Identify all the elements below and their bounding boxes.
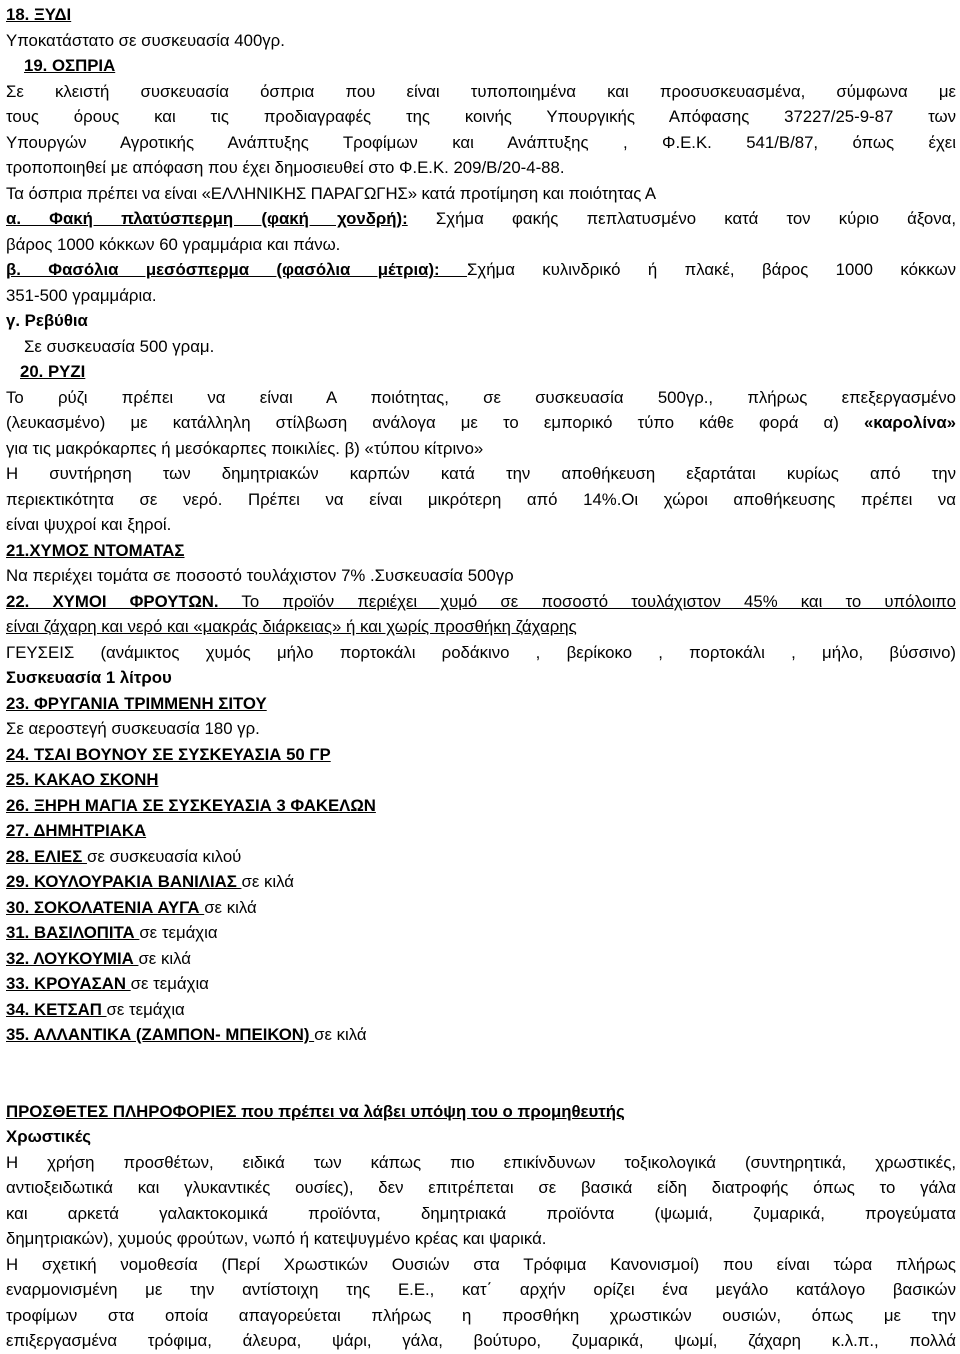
sub-b-text: Σχήμα κυλινδρικό ή πλακέ, βάρος 1000 κόκκων bbox=[467, 260, 956, 279]
additional-p2-line-1: Η σχετική νομοθεσία (Περί Χρωστικών Ουσιών στα Τρόφιμα Κανονισμοί) που είναι τώρα πλήρως bbox=[6, 1254, 956, 1274]
item-19-sub-b-line-2: 351-500 γραμμάρια. bbox=[6, 285, 157, 305]
item-20-line-2 bbox=[6, 410, 956, 436]
item-19-heading-line bbox=[6, 53, 956, 79]
item-35-title: 35. ΑΛΛΑΝΤΙΚΑ (ΖΑΜΠΟΝ- ΜΠΕΙΚΟΝ) bbox=[6, 1025, 315, 1044]
item-33-line bbox=[6, 971, 956, 997]
item-19-paragraph-line-2: τους όρους και τις προδιαγραφές της κοινής Υπουργικής Απόφασης 37227/25-9-87 των bbox=[6, 107, 956, 126]
item-32-title: 32. ΛΟΥΚΟΥΜΙΑ bbox=[6, 948, 139, 968]
item-34-line bbox=[6, 997, 956, 1023]
item-30-title: 30. ΣΟΚΟΛΑΤΕΝΙΑ ΑΥΓΑ bbox=[6, 897, 205, 917]
item-19-paragraph-line-4: τροποποιηθεί με απόφαση που έχει δημοσιευθεί στο Φ.Ε.Κ. 209/Β/20-4-88. bbox=[6, 158, 565, 177]
additional-subheading: Χρωστικές bbox=[6, 1127, 92, 1146]
item-20-line-3: για τις μακρόκαρπες ή μεσόκαρπες ποικιλίες. β) «τύπου κίτρινο» bbox=[6, 438, 484, 458]
item-18-heading-line bbox=[6, 2, 956, 28]
item-26-line bbox=[6, 793, 956, 819]
item-20-carolina: «καρολίνα» bbox=[863, 413, 956, 432]
item-20-title: 20. ΡΥΖΙ bbox=[20, 362, 86, 381]
section-spacer bbox=[6, 1048, 956, 1099]
item-25-title: 25. ΚΑΚΑΟ ΣΚΟΝΗ bbox=[6, 770, 159, 789]
item-22-line-3: ΓΕΥΣΕΙΣ (ανάμικτος χυμός μήλο πορτοκάλι ροδάκινο , βερίκοκο , πορτοκάλι , μήλο, βύσσινο) bbox=[6, 642, 956, 662]
item-19-title: 19. ΟΣΠΡΙΑ bbox=[24, 56, 116, 75]
item-19-sub-a-line-1 bbox=[6, 206, 956, 232]
additional-p2-line-2: εναρμονισμένη με την αντίστοιχη της Ε.Ε., κατ΄ αρχήν ορίζει ένα μεγάλο κατάλογο βασικών bbox=[6, 1280, 956, 1299]
item-33-title: 33. ΚΡΟΥΑΣΑΝ bbox=[6, 974, 131, 993]
additional-p2-line-3: τροφίμων στα οποία απαγορεύεται πλήρως η προσθήκη χρωστικών ουσιών, όπως με την bbox=[6, 1305, 956, 1325]
item-19-sub-a-line-2: βάρος 1000 κόκκων 60 γραμμάρια και πάνω. bbox=[6, 234, 341, 254]
item-31-title: 31. ΒΑΣΙΛΟΠΙΤΑ bbox=[6, 923, 140, 942]
item-20-heading-line bbox=[6, 359, 956, 385]
additional-heading-line bbox=[6, 1099, 956, 1125]
sub-c-label: γ. Ρεβύθια bbox=[6, 311, 88, 330]
item-35-text: σε κιλά bbox=[314, 1025, 367, 1044]
document-page bbox=[6, 2, 956, 1354]
item-22-line-1 bbox=[6, 589, 956, 615]
sub-b-label: β. Φασόλια μεσόσπερμα (φασόλια μέτρια): bbox=[6, 260, 468, 279]
item-23-text: Σε αεροστεγή συσκευασία 180 γρ. bbox=[6, 719, 260, 738]
item-29-text: σε κιλά bbox=[241, 872, 294, 891]
item-30-text: σε κιλά bbox=[204, 897, 257, 917]
item-35-line bbox=[6, 1022, 956, 1048]
additional-p1-line-4: δημητριακών), χυμούς φρούτων, νωπό ή κατεψυγμένο κρέας και ψαρικά. bbox=[6, 1229, 547, 1248]
item-32-line bbox=[6, 946, 956, 972]
item-22-text-2: είναι ζάχαρη και νερό και «μακράς διάρκειας» ή και χωρίς προσθήκη ζάχαρης bbox=[6, 617, 577, 636]
item-19-sub-c-text: Σε συσκευασία 500 γραμ. bbox=[24, 336, 215, 356]
item-18-title: 18. ΞΥΔΙ bbox=[6, 5, 72, 24]
item-18-text: Υποκατάστατο σε συσκευασία 400γρ. bbox=[6, 30, 285, 50]
item-23-title: 23. ΦΡΥΓΑΝΙΑ ΤΡΙΜΜΕΝΗ ΣΙΤΟΥ bbox=[6, 693, 267, 713]
additional-p2-line-4: επιξεργασμένα τρόφιμα, άλευρα, ψάρι, γάλα, βούτυρο, ζυμαρικά, ψωμί, ζάχαρη κ.λ.π., πολλά bbox=[6, 1331, 956, 1350]
item-34-text: σε τεμάχια bbox=[106, 999, 185, 1019]
item-20-line-1: Το ρύζι πρέπει να είναι Α ποιότητας, σε συσκευασία 500γρ., πλήρως επεξεργασμένο bbox=[6, 387, 956, 407]
item-27-title: 27. ΔΗΜΗΤΡΙΑΚΑ bbox=[6, 821, 147, 840]
item-21-heading-line bbox=[6, 538, 956, 564]
item-29-line bbox=[6, 869, 956, 895]
item-19-sub-b-line-1 bbox=[6, 257, 956, 283]
sub-a-label: α. Φακή πλατύσπερμη (φακή χονδρή): bbox=[6, 209, 408, 228]
item-20-line-2-text: (λευκασμένο) με κατάλληλη στίλβωση ανάλογα με το εμπορικό τύπο κάθε φορά α) bbox=[6, 413, 864, 432]
item-20-line-5: περιεκτικότητα σε νερό. Πρέπει να είναι μικρότερη από 14%.Οι χώροι αποθήκευσης πρέπει να bbox=[6, 489, 956, 509]
item-33-text: σε τεμάχια bbox=[130, 974, 209, 993]
item-19-quality-note: Τα όσπρια πρέπει να είναι «ΕΛΛΗΝΙΚΗΣ ΠΑΡΑΓΩΓΗΣ» κατά προτίμηση και ποιότητας Α bbox=[6, 183, 656, 203]
item-22-line-4: Συσκευασία 1 λίτρου bbox=[6, 668, 172, 687]
item-22-title: 22. ΧΥΜΟΙ ΦΡΟΥΤΩΝ. bbox=[6, 591, 219, 611]
additional-heading: ΠΡΟΣΘΕΤΕΣ ΠΛΗΡΟΦΟΡΙΕΣ που πρέπει να λάβει υπόψη του ο προμηθευτής bbox=[6, 1101, 625, 1121]
additional-p1-line-3: και αρκετά γαλακτοκομικά προϊόντα, δημητριακά προϊόντα (ψωμιά, ζυμαρικά, προγεύματα bbox=[6, 1203, 956, 1223]
item-24-line bbox=[6, 742, 956, 768]
item-31-text: σε τεμάχια bbox=[139, 923, 218, 942]
item-24-title: 24. ΤΣΑΙ ΒΟΥΝΟΥ ΣΕ ΣΥΣΚΕΥΑΣΙΑ 50 ΓΡ bbox=[6, 744, 331, 764]
item-28-text: σε συσκευασία κιλού bbox=[86, 846, 242, 866]
item-29-title: 29. ΚΟΥΛΟΥΡΑΚΙΑ ΒΑΝΙΛΙΑΣ bbox=[6, 872, 242, 891]
item-21-title: 21.ΧΥΜΟΣ ΝΤΟΜΑΤΑΣ bbox=[6, 540, 185, 560]
item-23-heading-line bbox=[6, 691, 956, 717]
item-25-line bbox=[6, 767, 956, 793]
item-28-line bbox=[6, 844, 956, 870]
additional-p1-line-1: Η χρήση προσθέτων, ειδικά των κάπως πιο επικίνδυνων τοξικολογικά (συντηρητικά, χρωστικές, bbox=[6, 1152, 956, 1172]
item-27-line bbox=[6, 818, 956, 844]
item-28-title: 28. ΕΛΙΕΣ bbox=[6, 846, 87, 866]
item-30-line bbox=[6, 895, 956, 921]
item-19-sub-c-heading bbox=[6, 308, 956, 334]
item-22-text-1: Το προϊόν περιέχει χυμό σε ποσοστό τουλάχιστον 45% και το υπόλοιπο bbox=[218, 591, 956, 611]
sub-a-text: Σχήμα φακής πεπλατυσμένο κατά τον κύριο άξονα, bbox=[407, 209, 956, 228]
item-20-line-4: Η συντήρηση των δημητριακών καρπών κατά την αποθήκευση εξαρτάται κυρίως από την bbox=[6, 464, 956, 483]
additional-p1-line-2: αντιοξειδωτικά και γλυκαντικές ουσίες), δεν επιτρέπεται σε βασικά είδη διατροφής όπως το γάλα bbox=[6, 1178, 956, 1197]
item-19-paragraph-line-3: Υπουργών Αγροτικής Ανάπτυξης Τροφίμων και Ανάπτυξης , Φ.Ε.Κ. 541/Β/87, όπως έχει bbox=[6, 132, 956, 152]
item-19-paragraph-line-1: Σε κλειστή συσκευασία όσπρια που είναι τυποποιημένα και προσυσκευασμένα, σύμφωνα με bbox=[6, 81, 956, 101]
item-22-line-2 bbox=[6, 614, 956, 640]
item-34-title: 34. ΚΕΤΣΑΠ bbox=[6, 999, 107, 1019]
item-31-line bbox=[6, 920, 956, 946]
item-32-text: σε κιλά bbox=[138, 948, 191, 968]
item-20-line-6: είναι ψυχροί και ξηροί. bbox=[6, 515, 172, 534]
item-26-title: 26. ΞΗΡΗ ΜΑΓΙΑ ΣΕ ΣΥΣΚΕΥΑΣΙΑ 3 ΦΑΚΕΛΩΝ bbox=[6, 795, 376, 815]
item-21-text: Να περιέχει τομάτα σε ποσοστό τουλάχιστον 7% .Συσκευασία 500γρ bbox=[6, 566, 514, 585]
